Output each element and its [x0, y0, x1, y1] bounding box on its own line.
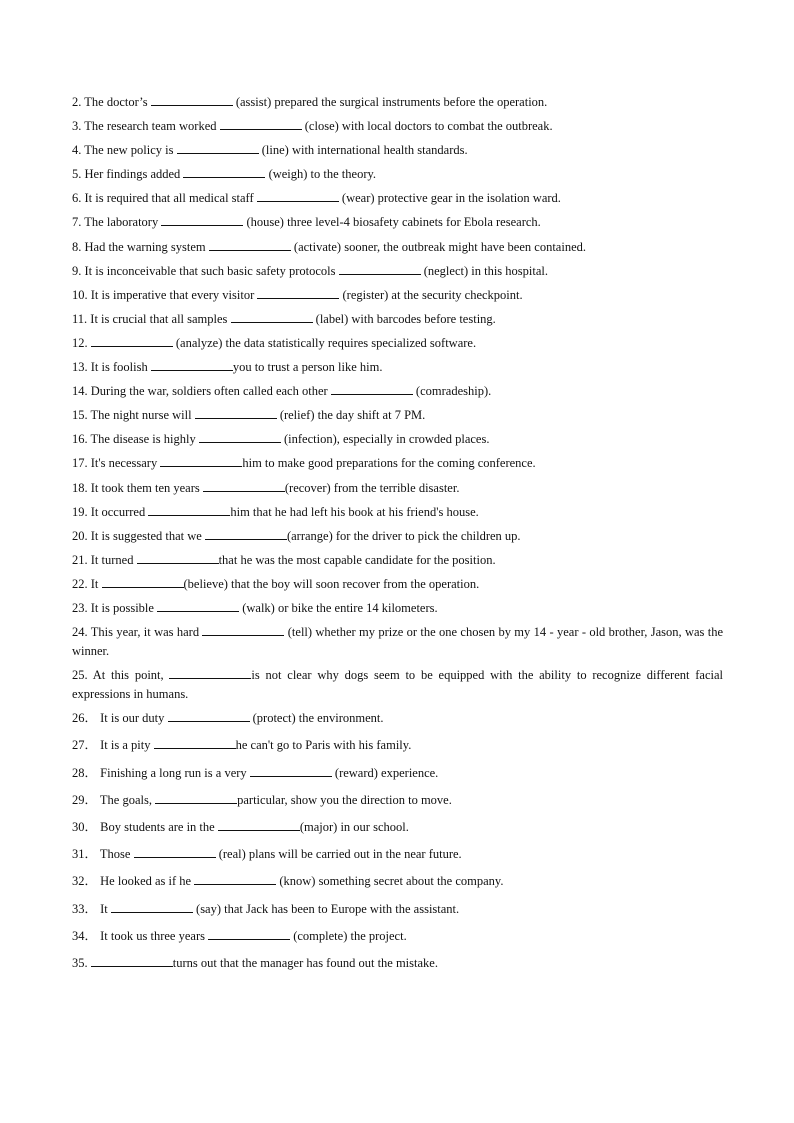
question-20: 20. It is suggested that we (arrange) for the driver to pick the children up. — [72, 528, 521, 543]
question-6: 6. It is required that all medical staff (wear) protective gear in the isolation ward. — [72, 191, 561, 206]
question-29: 29． The goals, particular, show you the direction to move. — [72, 792, 452, 807]
question-27: 27． It is a pity he can't go to Paris with his family. — [72, 738, 412, 753]
blank-line — [154, 737, 236, 749]
question-3: 3. The research team worked (close) with local doctors to combat the outbreak. — [72, 119, 553, 134]
question-8: 8. Had the warning system (activate) sooner, the outbreak might have been contained. — [72, 239, 586, 254]
question-23: 23. It is possible (walk) or bike the entire 14 kilometers. — [72, 600, 438, 615]
blank-line — [209, 239, 291, 251]
blank-line — [218, 819, 300, 831]
question-16: 16. The disease is highly (infection), especially in crowded places. — [72, 432, 490, 447]
blank-line — [91, 955, 173, 967]
question-21: 21. It turned that he was the most capable candidate for the position. — [72, 552, 496, 567]
blank-line — [339, 263, 421, 275]
question-5: 5. Her findings added (weigh) to the theory. — [72, 167, 377, 182]
blank-line — [134, 846, 216, 858]
blank-line — [111, 901, 193, 913]
blank-line — [157, 600, 239, 612]
blank-line — [205, 528, 287, 540]
blank-line — [220, 118, 302, 130]
exercise-sheet — [72, 93, 723, 981]
question-22: 22. It (believe) that the boy will soon recover from the operation. — [72, 576, 480, 591]
blank-line — [151, 94, 233, 106]
blank-line — [177, 142, 259, 154]
blank-line — [199, 431, 281, 443]
blank-line — [202, 624, 284, 636]
blank-line — [161, 214, 243, 226]
blank-line — [155, 792, 237, 804]
blank-line — [257, 190, 339, 202]
question-7: 7. The laboratory (house) three level-4 biosafety cabinets for Ebola research. — [72, 215, 541, 230]
question-35: 35. turns out that the manager has found out the mistake. — [72, 955, 438, 970]
blank-line — [168, 710, 250, 722]
question-14: 14. During the war, soldiers often called each other (comradeship). — [72, 384, 492, 399]
blank-line — [102, 576, 184, 588]
question-33: 33． It (say) that Jack has been to Europe with the assistant. — [72, 901, 460, 916]
question-28: 28． Finishing a long run is a very (reward) experience. — [72, 765, 439, 780]
blank-line — [195, 407, 277, 419]
question-9: 9. It is inconceivable that such basic safety protocols (neglect) in this hospital. — [72, 263, 548, 278]
blank-line — [148, 504, 230, 516]
blank-line — [137, 552, 219, 564]
question-34: 34． It took us three years (complete) the project. — [72, 928, 407, 943]
question-13: 13. It is foolish you to trust a person like him. — [72, 360, 383, 375]
question-18: 18. It took them ten years (recover) from the terrible disaster. — [72, 480, 460, 495]
blank-line — [203, 480, 285, 492]
question-15: 15. The night nurse will (relief) the day shift at 7 PM. — [72, 408, 426, 423]
question-17: 17. It's necessary him to make good preparations for the coming conference. — [72, 456, 536, 471]
question-19: 19. It occurred him that he had left his book at his friend's house. — [72, 504, 479, 519]
blank-line — [257, 287, 339, 299]
blank-line — [169, 667, 251, 679]
blank-line — [194, 873, 276, 885]
blank-line — [250, 765, 332, 777]
question-12: 12. (analyze) the data statistically requires specialized software. — [72, 335, 477, 350]
question-2: 2. The doctor’s (assist) prepared the surgical instruments before the operation. — [72, 95, 548, 109]
blank-line — [183, 166, 265, 178]
blank-line — [331, 383, 413, 395]
question-25: 25. At this point, is not clear why dogs seem to be equipped with the ability to recognize different facial expressions in humans. — [72, 668, 724, 702]
blank-line — [208, 928, 290, 940]
question-30: 30． Boy students are in the (major) in our school. — [72, 820, 409, 834]
question-11: 11. It is crucial that all samples (label) with barcodes before testing. — [72, 311, 496, 326]
blank-line — [231, 311, 313, 323]
blank-line — [160, 455, 242, 467]
question-26: 26． It is our duty (protect) the environment. — [72, 711, 384, 726]
question-32: 32． He looked as if he (know) something secret about the company. — [72, 874, 504, 889]
question-4: 4. The new policy is (line) with international health standards. — [72, 143, 468, 158]
blank-line — [91, 335, 173, 347]
question-31: 31． Those (real) plans will be carried out in the near future. — [72, 847, 462, 862]
question-24: 24. This year, it was hard (tell) whether my prize or the one chosen by my 14 - year - old brother, Jason, was the winner. — [72, 625, 724, 659]
blank-line — [151, 359, 233, 371]
question-10: 10. It is imperative that every visitor (register) at the security checkpoint. — [72, 287, 523, 302]
